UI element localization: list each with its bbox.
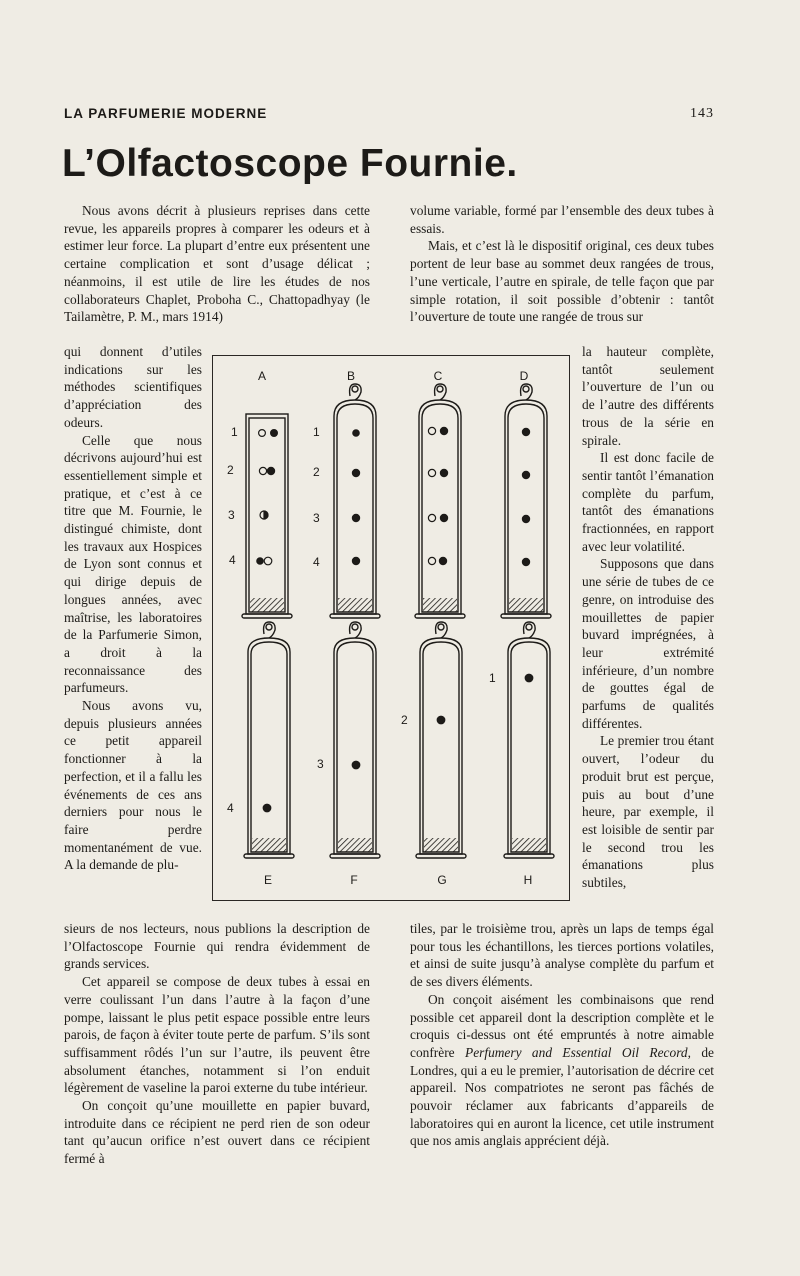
left-column-bottom (64, 920, 370, 1168)
right-column-bottom (410, 920, 714, 1150)
paragraph: Nous avons vu, depuis plusieurs années ce petit appareil fonctionner à la perfection, et il a fallu les événements de ces ans derniers pour nous le faire perdre momentanément de vue. A la demande de plu- (64, 698, 202, 873)
label-h: H (523, 873, 533, 887)
right-column-top (410, 202, 714, 326)
number-h: 1 (489, 671, 496, 685)
tube-f (330, 622, 380, 858)
paragraph: volume variable, formé par l’ensemble des deux tubes à essais. (410, 203, 714, 236)
tube-b (330, 384, 380, 618)
journal-citation: Perfumery and Essential Oil Record (465, 1044, 688, 1060)
label-e: E (263, 873, 273, 887)
paragraph: Le premier trou étant ouvert, l’odeur du produit brut est perçue, puis au bout d’une heure, par exemple, il est loisible de sentir par le second trou les émanations plus subtiles, (582, 733, 714, 891)
tube-c (415, 384, 465, 618)
paragraph (410, 991, 714, 1150)
number-b-2: 2 (313, 465, 320, 479)
left-column-top (64, 202, 370, 326)
page-number: 143 (690, 106, 714, 121)
journal-name: LA PARFUMERIE MODERNE (64, 106, 268, 121)
left-column-narrow (64, 343, 202, 874)
paragraph: Celle que nous décrivons aujourd’hui est essentiellement simple et pratique, et c’est à ce titre que M. Fournie, le distingué chimiste, dont les travaux aux Hospices de Lyon sont connus et qui dirige depuis de longues années, avec maîtrise, les laboratoires de la Parfumerie Simon, a droit à la reconnaissance des parfumeurs. (64, 432, 202, 696)
paragraph: tiles, par le troisième trou, après un laps de temps égal pour tous les échantillons, les tierces portions volatiles, et ainsi de suite jusqu’à analyse complète du parfum et de ses divers éléments. (410, 921, 714, 990)
tube-e (244, 622, 294, 858)
number-a-2: 2 (227, 463, 234, 477)
paragraph: Cet appareil se compose de deux tubes à essai en verre coulissant l’un dans l’autre à la façon d’une pompe, laissant le plus petit espace possible entre leurs parois, de façon à éviter toute perte de parfum. S’ils sont suffisamment rôdés l’un sur l’autre, ils peuvent être absolument étanches, notamment si l’on enduit légèrement de vaseline la paroi externe du tube intérieur. (64, 974, 370, 1096)
label-b: B (346, 369, 356, 383)
number-f: 3 (317, 757, 324, 771)
tube-d (501, 384, 551, 618)
number-b-4: 4 (313, 555, 320, 569)
number-a-1: 1 (231, 425, 238, 439)
label-c: C (433, 369, 443, 383)
number-g: 2 (401, 713, 408, 727)
tube-diagram (213, 356, 569, 900)
paragraph: Nous avons décrit à plusieurs reprises dans cette revue, les appareils propres à comparer les odeurs et à estimer leur force. La plupart d’entre eux présentent une certaine complication et sont d’usage délicat ; néanmoins, il est utile de lire les études de nos collaborateurs Chaplet, Proboha C., Chattopadhyay (le Tailamètre, P. M., mars 1914) (64, 203, 370, 325)
paragraph-text: On conçoit aisément les combinaisons que rend possible cet appareil dont la description complète et le croquis ci-dessus ont été empruntés à notre aimable confrère (410, 991, 714, 1060)
label-f: F (350, 873, 358, 887)
tube-h (504, 622, 554, 858)
tube-g (416, 622, 466, 858)
label-a: A (257, 369, 267, 383)
right-column-narrow (582, 343, 714, 892)
running-header (64, 106, 714, 126)
olfactoscope-figure (212, 355, 570, 901)
paragraph: la hauteur complète, tantôt seulement l’ouverture de l’un ou de l’autre des différents trous de la série en spirale. (582, 344, 714, 448)
paragraph: qui donnent d’utiles indications sur les méthodes scientifiques d’appréciation des odeurs. (64, 344, 202, 430)
number-a-3: 3 (228, 508, 235, 522)
paragraph: Il est donc facile de sentir tantôt l’émanation complète du parfum, tantôt des émanations fractionnées, en rapport avec leur volatilité. (582, 450, 714, 554)
label-g: G (437, 873, 447, 887)
label-d: D (519, 369, 529, 383)
paragraph: sieurs de nos lecteurs, nous publions la description de l’Olfactoscope Fournie qui rendra évidemment de grands services. (64, 921, 370, 972)
number-e: 4 (227, 801, 234, 815)
paragraph: Mais, et c’est là le dispositif original, ces deux tubes portent de leur base au sommet deux rangées de trous, l’une verticale, l’autre en spirale, de telle façon que par simple rotation, il soit possible d’obtenir : tantôt l’ouverture de toute une rangée de trous sur (410, 238, 714, 325)
paragraph-text: , de Londres, qui a eu le premier, l’autorisation de décrire cet appareil. Nos compatriotes ne seront pas fâchés de pouvoir réclamer aux fabricants d’appareils de laboratoires qui en auront la licence, cet utile instrument que nos amis anglais apprécient déjà. (410, 1044, 714, 1149)
number-a-4: 4 (229, 553, 236, 567)
paragraph: On conçoit qu’une mouillette en papier buvard, introduite dans ce récipient ne perd rien de son odeur tant qu’aucun orifice n’est ouvert dans ce récipient fermé à (64, 1098, 370, 1167)
paragraph: Supposons que dans une série de tubes de ce genre, on introduise des mouillettes de papier buvard imprégnées, à leur extrémité inférieure, d’un nombre de gouttes égal de parfums de qualités différentes. (582, 556, 714, 731)
number-b-3: 3 (313, 511, 320, 525)
number-b-1: 1 (313, 425, 320, 439)
article-title: L’Olfactoscope Fournie. (62, 142, 518, 185)
